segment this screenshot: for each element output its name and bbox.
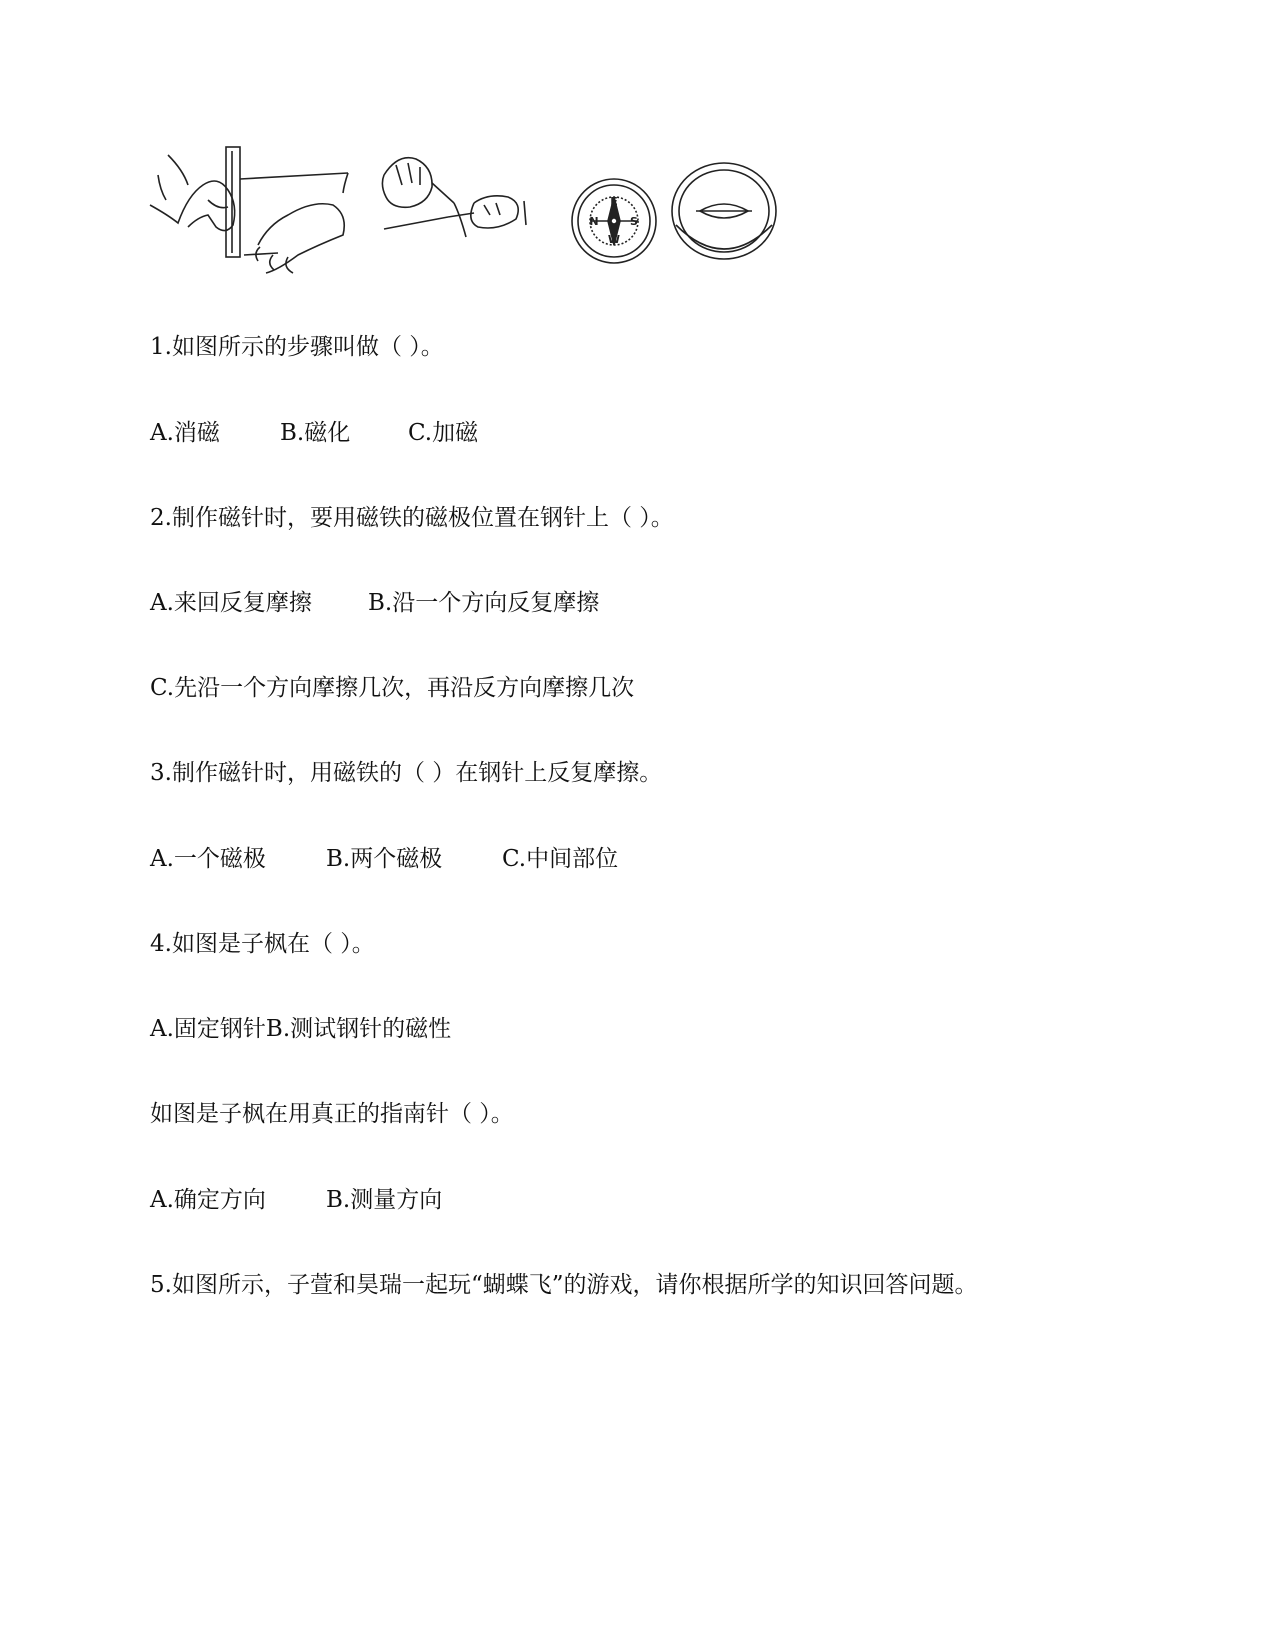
option-b: B.沿一个方向反复摩擦 — [368, 590, 600, 616]
question-2-stem: 2.制作磁针时，要用磁铁的磁极位置在钢针上（ ）。 — [150, 505, 674, 531]
magnet-stroking-needle-icon — [150, 147, 348, 273]
option-c: C.中间部位 — [502, 846, 619, 872]
floating-needle-dish-icon — [672, 163, 776, 259]
question-1-stem: 1.如图所示的步骤叫做（ ）。 — [150, 334, 444, 360]
option-a: A.确定方向 — [150, 1187, 266, 1213]
compass-letter-s: S — [630, 215, 638, 228]
option-c: C.加磁 — [408, 420, 479, 446]
question-1-options — [150, 418, 478, 448]
compass-letter-n: N — [589, 215, 599, 228]
option-a: A.来回反复摩擦 — [150, 590, 312, 616]
compass-letter-e: E — [610, 195, 618, 208]
compass-letter-w: W — [607, 233, 621, 246]
question-4-options-2 — [150, 1185, 442, 1215]
question-2-options — [150, 588, 599, 618]
compass-icon — [572, 179, 656, 263]
question-3-options — [150, 844, 618, 874]
option-a: A.消磁 — [150, 420, 220, 446]
figure-row — [148, 145, 818, 295]
question-4-stem: 4.如图是子枫在（ ）。 — [150, 931, 375, 957]
option-a: A.一个磁极 — [150, 846, 266, 872]
needle-on-thread-icon — [382, 158, 526, 237]
question-2-option-c: C.先沿一个方向摩擦几次，再沿反方向摩擦几次 — [150, 675, 635, 701]
option-b: B.两个磁极 — [326, 846, 443, 872]
option-b: B.测量方向 — [326, 1187, 443, 1213]
question-4-options: A.固定钢针B.测试钢针的磁性 — [150, 1016, 452, 1042]
option-b: B.磁化 — [280, 420, 351, 446]
question-5-stem: 5.如图所示，子萱和昊瑞一起玩“蝴蝶飞”的游戏，请你根据所学的知识回答问题。 — [150, 1272, 978, 1298]
question-4-stem-2: 如图是子枫在用真正的指南针（ ）。 — [150, 1101, 514, 1127]
question-3-stem: 3.制作磁针时，用磁铁的（ ）在钢针上反复摩擦。 — [150, 760, 663, 786]
